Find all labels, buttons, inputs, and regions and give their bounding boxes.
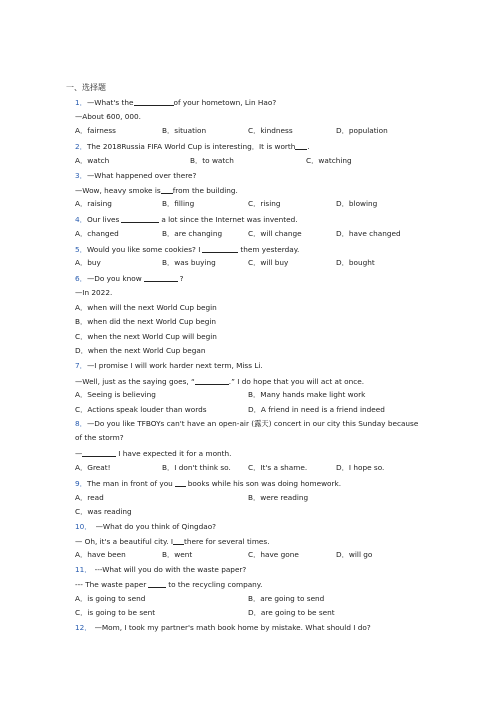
- option-b: B．are changing: [162, 229, 223, 238]
- option-c: C．was reading: [75, 507, 132, 516]
- question-number: 11．: [75, 565, 92, 574]
- reply-line: — Oh, it's a beautiful city. I there for several times.: [75, 537, 270, 546]
- answer-blank: [148, 580, 166, 588]
- question-9: 9．The man in front of you books while his son was doing homework.: [75, 479, 342, 488]
- option-d: D．bought: [336, 258, 375, 267]
- option-d: D．are going to be sent: [248, 608, 335, 617]
- answer-blank: [134, 98, 174, 106]
- answer-blank: [82, 449, 116, 457]
- option-c: C．It's a shame.: [248, 463, 308, 472]
- option-c: C．when the next World Cup will begin: [75, 332, 217, 341]
- option-b: B．I don't think so.: [162, 463, 231, 472]
- option-a: A．changed: [75, 229, 119, 238]
- reply-line: --- The waste paper to the recycling company.: [75, 580, 263, 589]
- question-12: 12． —Mom, I took my partner's math book home by mistake. What should I do?: [75, 623, 371, 632]
- question-8-continued: of the storm?: [75, 433, 124, 442]
- reply-line: —In 2022.: [75, 288, 113, 297]
- question-number: 3．: [75, 171, 87, 180]
- option-a: A．watch: [75, 156, 110, 165]
- question-6: 6．—Do you know ?: [75, 274, 184, 283]
- question-number: 12．: [75, 623, 92, 632]
- option-a: A．Seeing is believing: [75, 390, 156, 399]
- question-number: 10．: [75, 522, 92, 531]
- option-a: A．read: [75, 493, 104, 502]
- option-a: A．have been: [75, 550, 126, 559]
- question-10: 10． —What do you think of Qingdao?: [75, 522, 217, 531]
- option-d: D．I hope so.: [336, 463, 385, 472]
- question-number: 8．: [75, 419, 87, 428]
- option-c: C．have gone: [248, 550, 299, 559]
- answer-blank: [202, 245, 238, 253]
- question-number: 4．: [75, 215, 87, 224]
- question-number: 9．: [75, 479, 87, 488]
- question-3: 3．—What happened over there?: [75, 171, 197, 180]
- option-b: B．are going to send: [248, 594, 325, 603]
- option-b: B．went: [162, 550, 193, 559]
- option-d: D．have changed: [336, 229, 401, 238]
- option-c: C．watching: [306, 156, 352, 165]
- option-b: B．to watch: [190, 156, 234, 165]
- question-7: 7．—I promise I will work harder next term, Miss Li.: [75, 361, 263, 370]
- option-c: C．is going to be sent: [75, 608, 156, 617]
- question-number: 7．: [75, 361, 87, 370]
- option-b: B．Many hands make light work: [248, 390, 366, 399]
- section-title: 一、选择题: [66, 83, 106, 92]
- reply-line: —Wow, heavy smoke is from the building.: [75, 186, 238, 195]
- option-b: B．situation: [162, 126, 207, 135]
- question-4: 4．Our lives a lot since the Internet was invented.: [75, 215, 298, 224]
- answer-blank: [121, 215, 159, 223]
- answer-blank: [195, 377, 229, 385]
- answer-blank: [144, 274, 178, 282]
- reply-line: —About 600, 000.: [75, 112, 142, 121]
- question-number: 2．: [75, 142, 87, 151]
- option-a: A．raising: [75, 199, 112, 208]
- question-number: 1．: [75, 98, 87, 107]
- option-b: B．was buying: [162, 258, 216, 267]
- option-d: D．A friend in need is a friend indeed: [248, 405, 385, 414]
- question-number: 6．: [75, 274, 87, 283]
- question-number: 5．: [75, 245, 87, 254]
- question-8: 8．—Do you like TFBOYs can't have an open-air (露天) concert in our city this Sunday because: [75, 419, 419, 428]
- option-b: B．filling: [162, 199, 195, 208]
- option-c: C．Actions speak louder than words: [75, 405, 207, 414]
- option-a: A．Great!: [75, 463, 111, 472]
- option-a: A．is going to send: [75, 594, 146, 603]
- question-2: 2．The 2018Russia FIFA World Cup is interesting．It is worth .: [75, 142, 310, 151]
- option-c: C．will buy: [248, 258, 289, 267]
- option-b: B．when did the next World Cup begin: [75, 317, 217, 326]
- answer-blank: [295, 142, 307, 150]
- option-a: A．buy: [75, 258, 101, 267]
- reply-line: —Well, just as the saying goes, “ .” I do hope that you will act at once.: [75, 377, 365, 386]
- option-d: D．population: [336, 126, 388, 135]
- answer-blank: [161, 186, 173, 194]
- option-c: C．will change: [248, 229, 302, 238]
- question-5: 5．Would you like some cookies? I them yesterday.: [75, 245, 300, 254]
- option-d: D．will go: [336, 550, 373, 559]
- answer-blank: [173, 537, 184, 545]
- option-c: C．kindness: [248, 126, 293, 135]
- option-d: D．when the next World Cup began: [75, 346, 206, 355]
- question-11: 11． ---What will you do with the waste paper?: [75, 565, 247, 574]
- option-d: D．blowing: [336, 199, 378, 208]
- option-a: A．fairness: [75, 126, 116, 135]
- question-1: 1．—What's the of your hometown, Lin Hao?: [75, 98, 277, 107]
- option-b: B．were reading: [248, 493, 309, 502]
- option-a: A．when will the next World Cup begin: [75, 303, 217, 312]
- option-c: C．rising: [248, 199, 281, 208]
- answer-blank: [175, 479, 186, 487]
- reply-line: — I have expected it for a month.: [75, 449, 232, 458]
